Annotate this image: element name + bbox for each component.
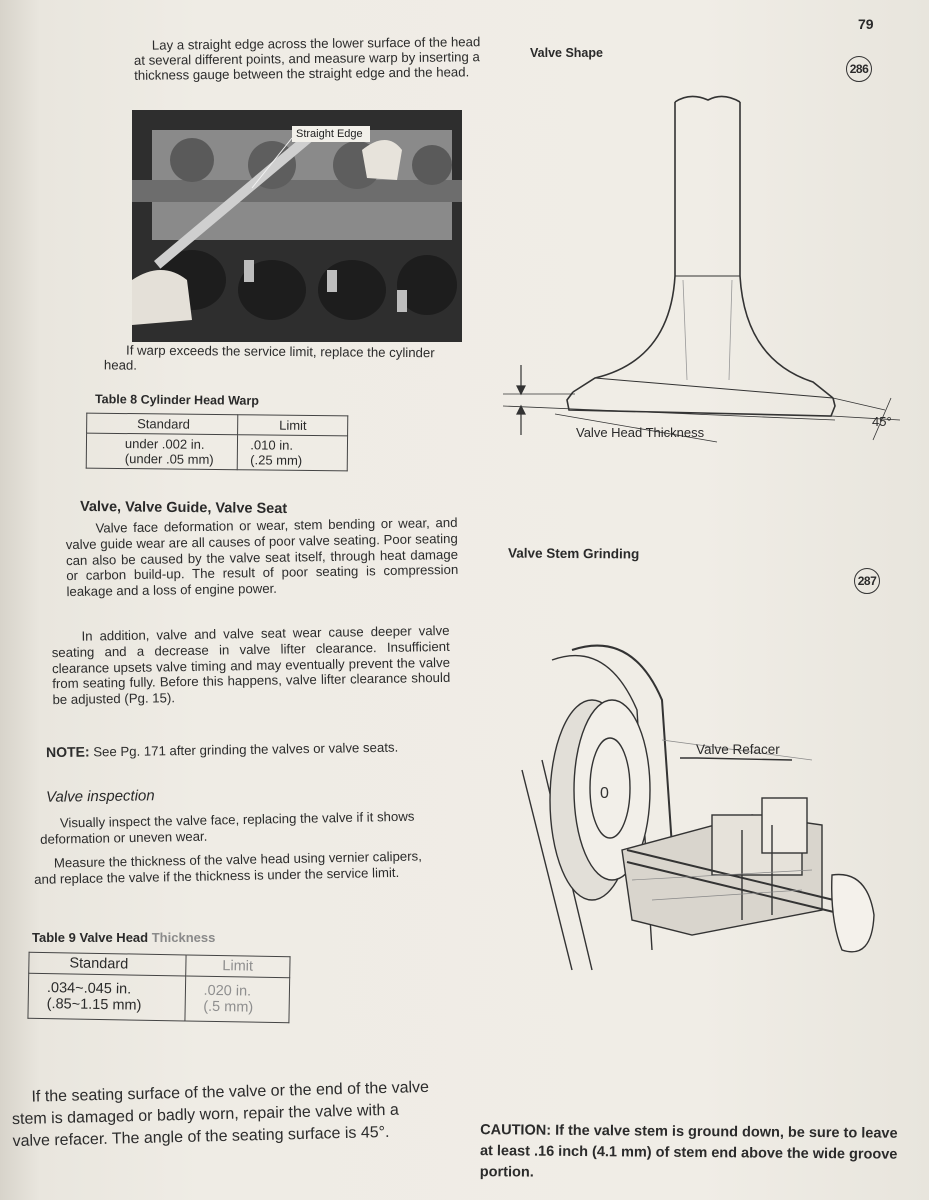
valve-head-thickness-label: Valve Head Thickness	[576, 425, 705, 440]
page-number: 79	[858, 16, 874, 32]
inspection-heading: Valve inspection	[45, 787, 155, 806]
intro-paragraph: Lay a straight edge across the lower surface of the head at several different points, and measure warp by inserting a thickness gauge between the straight edge and the head.	[133, 34, 481, 83]
seat-angle-label: 45°	[872, 414, 892, 429]
valve-refacer-diagram	[512, 620, 882, 980]
table8-caption: Table 8 Cylinder Head Warp	[94, 392, 260, 408]
limit-metric-value: (.25 mm)	[250, 452, 303, 468]
valve-shape-diagram	[495, 80, 915, 460]
table9-caption-light: Thickness	[151, 930, 216, 945]
limit-inch-value: .010 in.	[250, 437, 294, 453]
standard-metric-value: (.85~1.15 mm)	[46, 996, 142, 1014]
warp-paragraph: If warp exceeds the service limit, replace the cylinder head.	[103, 342, 435, 373]
figure286-caption: Valve Shape	[530, 46, 603, 60]
table-header-standard: Standard	[29, 952, 186, 976]
note-label: NOTE:	[45, 743, 90, 761]
refacer-paragraph: If the seating surface of the valve or the end of the valve stem is damaged or badly worn, repair the valve with a valve refacer. The angle of the seating surface is 45°.	[11, 1078, 430, 1151]
table9-caption-bold: Table 9 Valve Head	[32, 930, 149, 945]
table-header-row	[87, 413, 348, 436]
svg-text:0: 0	[600, 785, 609, 802]
section-heading: Valve, Valve Guide, Valve Seat	[79, 498, 288, 518]
note-text: See Pg. 171 after grinding the valves or valve seats.	[93, 739, 399, 760]
section-paragraph-1: Valve face deformation or wear, stem bending or wear, and valve guide wear are all causes of poor valve seating. Poor seating can also be caused by the valve seat itself, through heat damage or carbon build-up. The result of poor seating is compression leakage and a loss of engine power.	[65, 514, 459, 600]
straight-edge-photo	[132, 110, 462, 342]
table-row	[28, 973, 290, 1023]
table9-caption	[32, 930, 215, 945]
table-cell-standard	[86, 433, 238, 470]
table-cell-limit	[185, 976, 290, 1023]
table-header-limit: Limit	[238, 415, 348, 436]
table-header-limit: Limit	[185, 955, 290, 978]
valve-head-thickness-table	[27, 952, 290, 1024]
cylinder-head-photo-illustration	[132, 110, 462, 342]
valve-refacer-label: Valve Refacer	[696, 742, 780, 757]
table-cell-limit	[238, 435, 348, 471]
limit-inch-value: .020 in.	[203, 982, 252, 1000]
figure286-number: 286	[846, 56, 872, 82]
caution-note	[480, 1120, 913, 1187]
note-paragraph	[46, 739, 448, 761]
table-cell-standard	[28, 973, 185, 1021]
table-header-standard: Standard	[87, 413, 239, 435]
figure287-caption: Valve Stem Grinding	[507, 545, 640, 562]
limit-metric-value: (.5 mm)	[203, 998, 254, 1016]
standard-metric-value: (under .05 mm)	[124, 451, 214, 467]
cylinder-head-warp-table	[86, 413, 349, 472]
standard-inch-value: .034~.045 in.	[46, 980, 132, 998]
section-paragraph-2: In addition, valve and valve seat wear cause deeper valve seating and a decrease in valve lifter clearance. Insufficient clearance upsets valve timing and may eventually prevent the valve from seating fully. Before this happens, valve lifter clearance should be adjusted (Pg. 15).	[51, 622, 451, 708]
caution-text: If the valve stem is ground down, be sure to leave at least .16 inch (4.1 mm) of stem end above the wide groove portion.	[479, 1122, 898, 1181]
standard-inch-value: under .002 in.	[124, 436, 205, 452]
inspection-paragraph-1: Visually inspect the valve face, replacing the valve if it shows deformation or uneven wear.	[40, 808, 415, 847]
straight-edge-label: Straight Edge	[296, 128, 363, 140]
inspection-paragraph-2: Measure the thickness of the valve head using vernier calipers, and replace the valve if the thickness is under the service limit.	[34, 848, 422, 887]
caution-label: CAUTION:	[480, 1122, 552, 1139]
table-row	[86, 433, 347, 471]
figure287-number: 287	[854, 568, 880, 594]
